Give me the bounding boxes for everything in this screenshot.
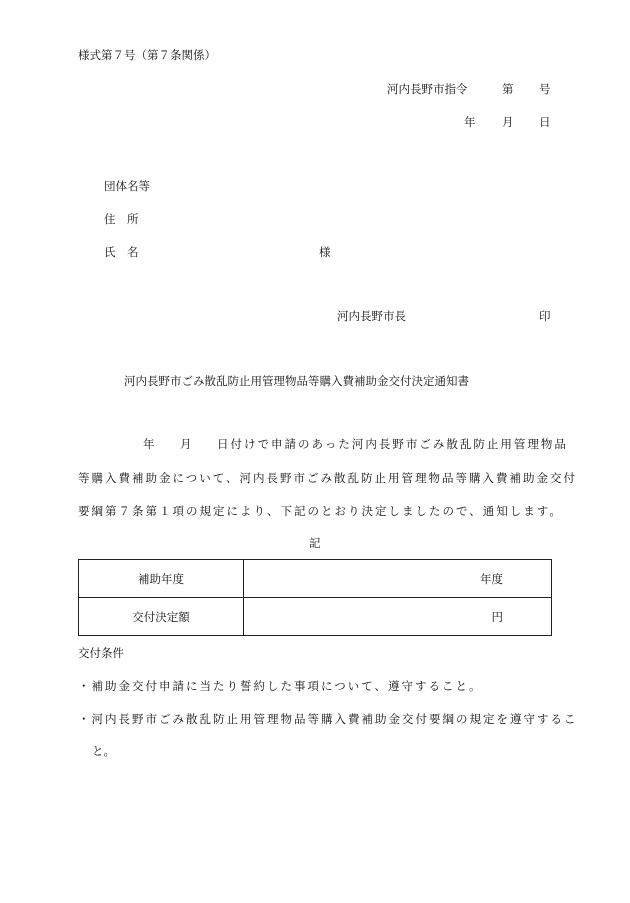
document-title: 河内長野市ごみ散乱防止用管理物品等購入費補助金交付決定通知書 <box>124 374 469 388</box>
body-month: 月 <box>180 437 192 451</box>
table-row <box>79 598 552 636</box>
row-value-subsidy-year: 年度 <box>244 560 552 598</box>
condition-item-1: ・補助金交付申請に当たり誓約した事項について、遵守すること。 <box>78 679 483 693</box>
ki-heading: 記 <box>309 536 321 550</box>
date-year: 年 <box>464 115 476 129</box>
row-label-grant-amount: 交付決定額 <box>79 598 244 636</box>
condition-item-2-line-2: と。 <box>92 744 115 758</box>
body-line-2: 等購入費補助金について、河内長野市ごみ散乱防止用管理物品等購入費補助金交付 <box>78 471 578 485</box>
body-line-3: 要綱第７条第１項の規定により、下記のとおり決定しましたので、通知します。 <box>78 504 563 518</box>
form-number-label: 様式第７号（第７条関係） <box>78 48 216 62</box>
name-label: 氏 名 <box>104 245 139 259</box>
org-name-label: 団体名等 <box>104 179 150 193</box>
directive-prefix: 河内長野市指令 <box>387 82 468 96</box>
body-year: 年 <box>143 437 155 451</box>
body-line-1: 日付けで申請のあった河内長野市ごみ散乱防止用管理物品 <box>217 437 568 451</box>
seal-mark: 印 <box>539 309 551 323</box>
conditions-heading: 交付条件 <box>78 646 124 660</box>
condition-item-2-line-1: ・河内長野市ごみ散乱防止用管理物品等購入費補助金交付要綱の規定を遵守するこ <box>78 712 578 726</box>
row-label-subsidy-year: 補助年度 <box>79 560 244 598</box>
directive-go: 号 <box>539 82 551 96</box>
honorific-sama: 様 <box>319 245 331 259</box>
directive-dai: 第 <box>502 82 514 96</box>
table-row <box>79 560 552 598</box>
address-label: 住 所 <box>104 212 139 226</box>
row-value-grant-amount: 円 <box>244 598 552 636</box>
mayor-title: 河内長野市長 <box>337 309 406 323</box>
record-table <box>78 559 552 636</box>
date-month: 月 <box>502 115 514 129</box>
date-day: 日 <box>539 115 551 129</box>
